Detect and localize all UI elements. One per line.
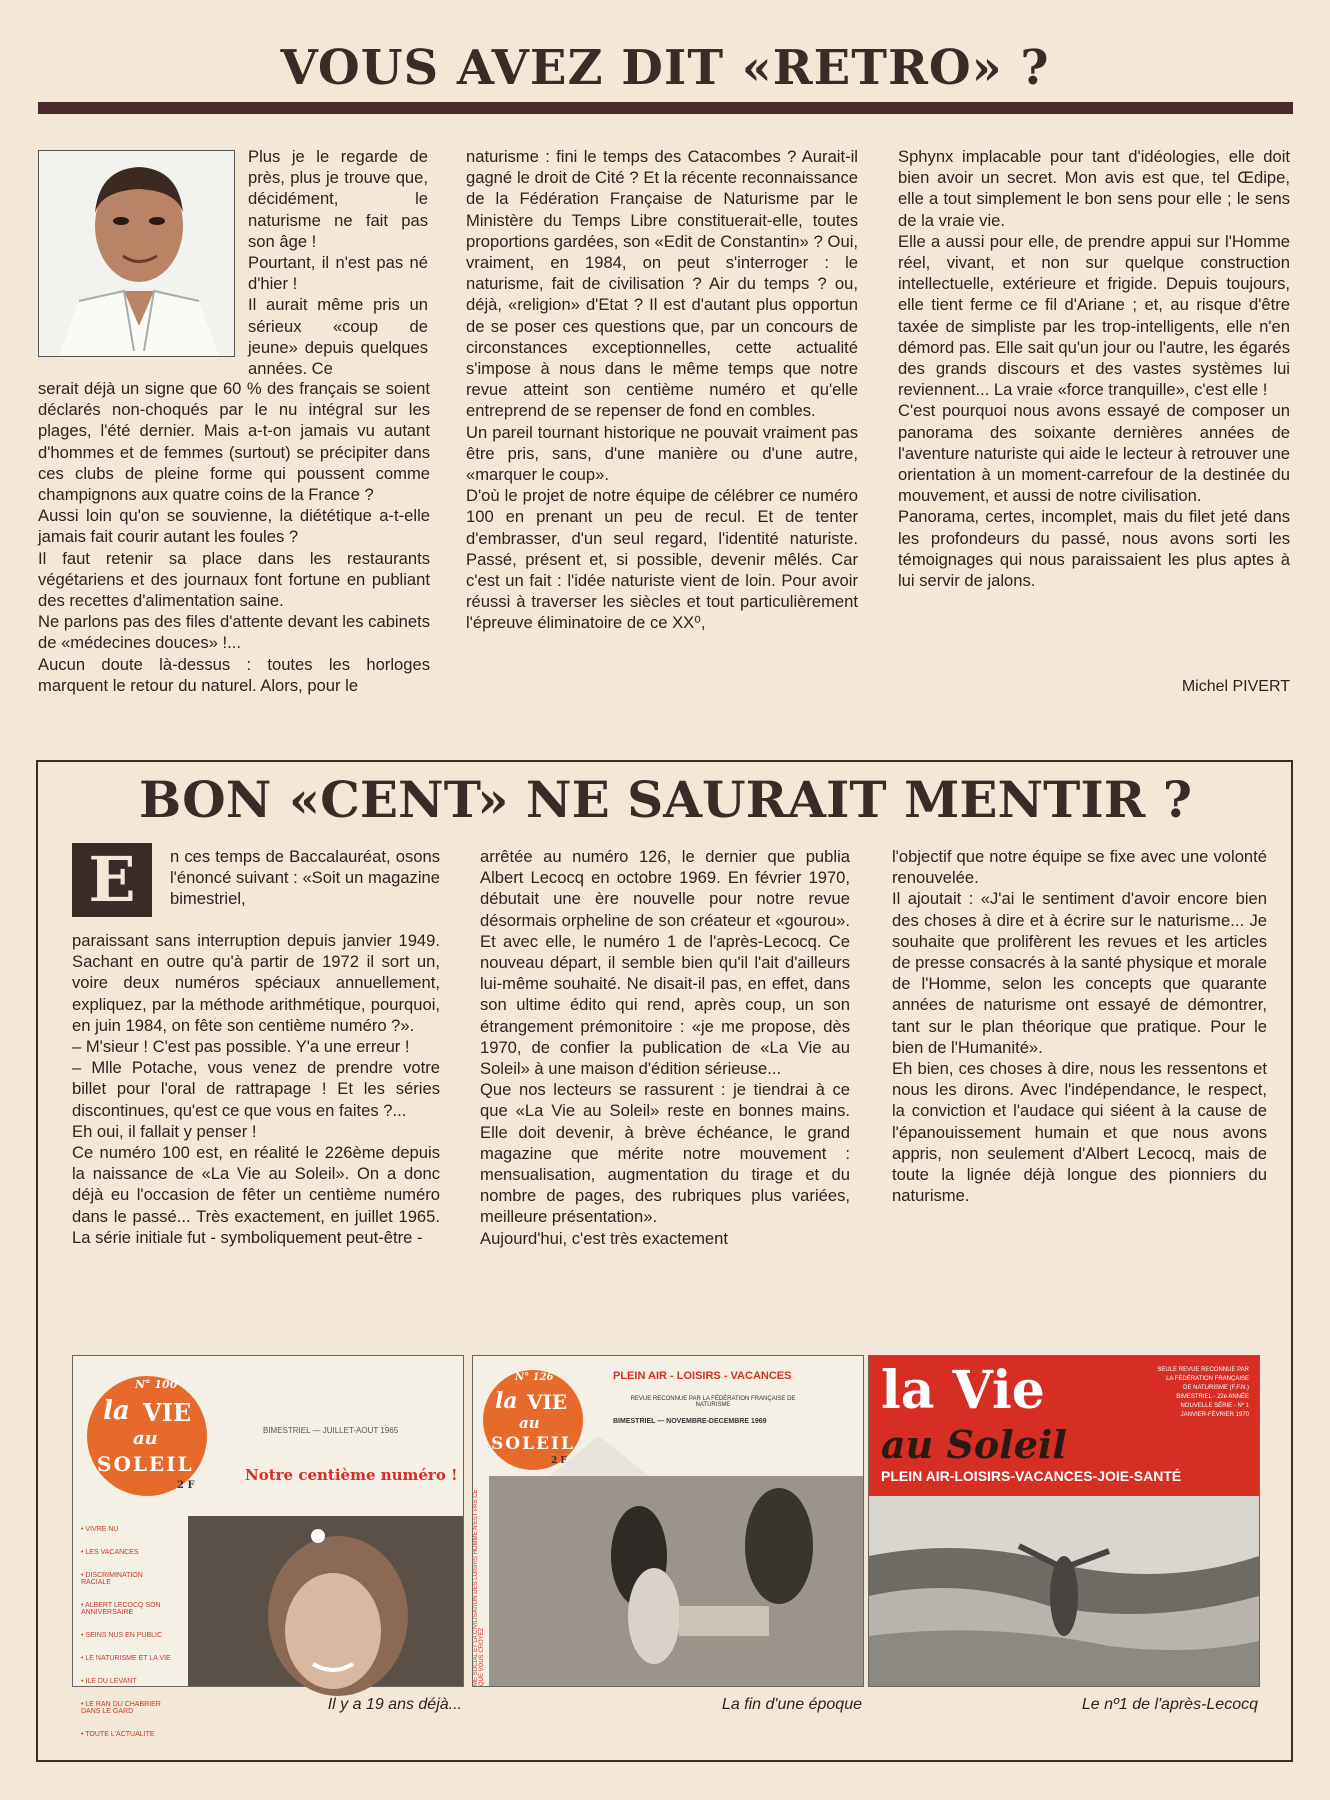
author-photo	[38, 150, 235, 357]
author-signature: Michel PIVERT	[1181, 678, 1290, 695]
logo-subtitle: au Soleil	[881, 1422, 1067, 1467]
menu-item: • ALBERT LECOCQ SON ANNIVERSAIRE	[81, 1602, 161, 1616]
info-line: BIMESTRIEL - 22e ANNÉE	[1176, 1394, 1249, 1400]
paragraph: Sphynx implacable pour tant d'idéologies, elle doit bien avoir un secret. Mon avis est que, tel Œdipe, elle a tout simplement le bon sens pour elle ; le sens de la vraie vie.	[898, 147, 1290, 230]
paragraph: Il faut retenir sa place dans les restaurants végétariens et des journaux font fortune en publiant des recettes d'alimentation saine.	[38, 548, 430, 611]
cover-price: 2 F	[177, 1480, 195, 1491]
paragraph: paraissant sans interruption depuis janvier 1949. Sachant en outre qu'à partir de 1972 il sort un, voire deux numéros spéciaux annuellement, expliquez, par la méthode arithmétique, pourquoi, en juin 1984, on fête son centième numéro ?».	[72, 931, 440, 1035]
cover-caption: La fin d'une époque	[721, 1696, 862, 1713]
paragraph: D'où le projet de notre équipe de célébrer ce numéro 100 en prenant un peu de recul. Et de tenter d'embrasser, d'un seul regard, l'identité naturiste. Passé, présent et, si possible, devenir mêlés. Car c'est un fait : l'idée naturiste vient de loin. Pour avoir réussi à traverser les siècles et tout particulièrement l'épreuve éliminatoire de ce XX⁰,	[466, 486, 858, 633]
info-line: LA FÉDÉRATION FRANÇAISE	[1166, 1376, 1249, 1382]
info-line: JANVIER-FÉVRIER 1970	[1180, 1412, 1249, 1418]
cover-caption: Il y a 19 ans déjà...	[327, 1696, 462, 1713]
magazine-cover-126	[472, 1355, 864, 1687]
cover-caption: Le nº1 de l'après-Lecocq	[1081, 1696, 1258, 1713]
logo-vie: VIE	[143, 1398, 192, 1427]
cover-period: BIMESTRIEL — JUILLET-AOUT 1965	[263, 1426, 399, 1435]
cover-photo	[489, 1436, 863, 1686]
menu-item: • LE NATURISME ET LA VIE	[81, 1655, 171, 1662]
paragraph: Que nos lecteurs se rassurent : je tiendrai à ce que «La Vie au Soleil» reste en bonnes mains. Elle doit devenir, à brève échéance, le grand magazine que mérite notre mouvement : mensualisation, augmentation du tirage et du nombre de pages, des rubriques plus variées, meilleure présentation».	[480, 1080, 850, 1227]
boxed-column-1-intro	[170, 846, 440, 910]
menu-item: • VIVRE NU	[81, 1526, 119, 1533]
cover-tagline: PLEIN AIR-LOISIRS-VACANCES-JOIE-SANTÉ	[881, 1468, 1182, 1484]
cover-headline: Notre centième numéro !	[245, 1466, 458, 1484]
logo-la: la	[103, 1396, 130, 1426]
paragraph: – M'sieur ! C'est pas possible. Y'a une erreur !	[72, 1037, 410, 1057]
cover-photo	[869, 1496, 1259, 1686]
column-2	[466, 146, 858, 634]
info-line: DE NATURISME (F.F.N.)	[1183, 1385, 1249, 1391]
logo-title: la Vie	[881, 1360, 1045, 1421]
logo-soleil: SOLEIL	[97, 1452, 194, 1476]
paragraph: Pourtant, il n'est pas né d'hier !	[248, 253, 428, 294]
paragraph: Aujourd'hui, c'est très exactement	[480, 1228, 728, 1248]
menu-item: • DISCRIMINATION RACIALE	[81, 1572, 143, 1586]
paragraph: Elle a aussi pour elle, de prendre appui sur l'Homme réel, vivant, et non sur quelque construction intellectuelle, extérieure et frigide. Depuis toujours, elle tient ferme ce fil d'Ariane ; et, au risque d'être taxée de simpliste par les trop-intelligents, elle n'en démord pas. Elle sait qu'un jour ou l'autre, les égarés des grands discours et des vastes systèmes lui reviennent... La vraie «force tranquille», c'est elle !	[898, 231, 1290, 400]
info-line: SEULE REVUE RECONNUE PAR	[1157, 1367, 1249, 1373]
menu-item: • ILE DU LEVANT	[81, 1678, 137, 1685]
logo-soleil: SOLEIL	[491, 1434, 575, 1454]
cover-photo	[188, 1516, 463, 1686]
paragraph: serait déjà un signe que 60 % des français se soient déclarés non-choqués par le nu intégral sur les plages, l'été dernier. Mais a-t-on jamais vu autant d'hommes et de femmes (surtout) se précipiter dans ces clubs de pleine forme qui poussent comme champignons aux quatre coins de la France ?	[38, 379, 430, 505]
boxed-column-1	[72, 930, 440, 1248]
paragraph: Il aurait même pris un sérieux «coup de jeune» depuis quelques années. Ce	[248, 295, 428, 379]
column-3	[898, 146, 1290, 591]
title-rule	[38, 102, 1293, 114]
boxed-column-2	[480, 846, 850, 1249]
info-line: NOUVELLE SÉRIE - Nº 1	[1180, 1403, 1249, 1409]
boxed-column-3	[892, 846, 1267, 1206]
menu-item: • LE RAN DU CHABRIER DANS LE GARD	[81, 1701, 161, 1715]
drop-cap: E	[72, 843, 152, 917]
paragraph: Aucun doute là-dessus : toutes les horloges marquent le retour du naturel. Alors, pour le	[38, 654, 430, 695]
paragraph: Aussi loin qu'on se souvienne, la diététique a-t-elle jamais fait courir autant les foules ?	[38, 506, 430, 547]
cover-period: BIMESTRIEL — NOVEMBRE-DECEMBRE 1969	[613, 1418, 767, 1425]
paragraph: l'objectif que notre équipe se fixe avec une volonté renouvelée.	[892, 847, 1267, 888]
logo-la: la	[495, 1388, 518, 1414]
cover-spine-text: ME SOCIAL ET LA CIVILISATION DES LOISIRS HOMME N'EST PAS CE QUE VOUS CROYEZ	[473, 1489, 485, 1686]
paragraph: Ce numéro 100 est, en réalité le 226ème depuis la naissance de «La Vie au Soleil». On a donc déjà eu l'occasion de fêter un centième numéro dans le passé... Très exactement, en juillet 1965. La série initiale fut - symboliquement peut-être -	[72, 1143, 440, 1247]
paragraph: Un pareil tournant historique ne pouvait vraiment pas être pris, sans, d'une manière ou d'une autre, «marquer le coup».	[466, 422, 858, 485]
cover-corner-info	[1121, 1366, 1249, 1420]
paragraph: – Mlle Potache, vous venez de prendre votre billet pour l'oral de rattrapage ! Et les séries discontinues, qu'est ce que vous en faites ?...	[72, 1058, 440, 1120]
paragraph: Eh bien, ces choses à dire, nous les ressentons et nous les dirons. Avec l'indépendance, le respect, la conviction et l'audace qui siéent à la cause de l'épanouissement humain et que nous avons appris, non seulement d'Albert Lecocq, mais de toute la lignée déjà longue des pionniers du naturisme.	[892, 1059, 1267, 1206]
paragraph: naturisme : fini le temps des Catacombes ? Aurait-il gagné le droit de Cité ? Et la récente reconnaissance de la Fédération Française de Naturisme par le Ministère du Temps Libre constituerait-elle, toutes proportions gardées, son «Edit de Constantin» ? Oui, vraiment, en 1984, on peut s'interroger : le naturisme, fait de civilisation ? Air du temps ? ou, déjà, «religion» d'Etat ? Il est d'autant plus opportun de se poser ces questions que, par un concours de circonstances exceptionnelles, cette actualité s'impose à nous dans le même temps que notre revue atteint son centième numéro et qu'elle entreprend de se repenser de fond en combles.	[466, 147, 858, 421]
cover-number: N° 100	[135, 1378, 178, 1391]
cover-number: N° 126	[515, 1372, 554, 1383]
cover-recognition: REVUE RECONNUE PAR LA FÉDÉRATION FRANÇAISE DE NATURISME	[630, 1396, 796, 1408]
boxed-article-title: BON «CENT» NE SAURAIT MENTIR ?	[138, 770, 1193, 829]
paragraph: Eh oui, il fallait y penser !	[72, 1121, 257, 1141]
column-1	[38, 378, 430, 696]
paragraph: C'est pourquoi nous avons essayé de composer un panorama des soixante dernières années de l'aventure naturiste qui aide le lecteur à retrouver une orientation à un moment-carrefour de la destinée du mouvement, et aussi de notre civilisation.	[898, 401, 1290, 506]
paragraph: Panorama, certes, incomplet, mais du filet jeté dans les profondeurs du passé, nous avons sorti les témoignages qui nous paraissaient les plus aptes à lui servir de jalons.	[898, 507, 1290, 591]
paragraph: Il ajoutait : «J'ai le sentiment d'avoir encore bien des choses à dire et à écrire sur le naturisme... Je souhaite que prolifèrent les revues et les articles de presse consacrés à la santé physique et morale de l'Homme, selon les concepts que quarante années de naturisme ont essayé de démontrer, tant sur le plan théorique que pratique. Pour le bien de l'Humanité».	[892, 889, 1267, 1057]
paragraph: Plus je le regarde de près, plus je trouve que, décidément, le naturisme ne fait pas son âge !	[248, 147, 428, 251]
paragraph: n ces temps de Baccalauréat, osons l'énoncé suivant : «Soit un magazine bimestriel,	[170, 847, 440, 909]
cover-price: 2 F	[551, 1456, 567, 1466]
paragraph: arrêtée au numéro 126, le dernier que publia Albert Lecocq en octobre 1969. En février 1970, débutait une ère nouvelle pour notre revue désormais orpheline de son créateur et «gourou». Et avec elle, le numéro 1 de l'après-Lecocq. Ce nouveau départ, il semble bien qu'il l'ait d'ailleurs lui-même souhaité. Ne disait-il pas, en effet, dans son ultime édito qui rend, après coup, un son étrangement prémonitoire : «je me propose, dès 1970, de confier la publication de «La Vie au Soleil» à une maison d'édition sérieuse...	[480, 847, 850, 1079]
cover-tagline: PLEIN AIR - LOISIRS - VACANCES	[613, 1370, 792, 1382]
paragraph: Ne parlons pas des files d'attente devant les cabinets de «médecines douces» !...	[38, 612, 430, 653]
menu-item: • LES VACANCES	[81, 1549, 139, 1556]
column-1-intro	[248, 146, 428, 379]
logo-au: au	[519, 1414, 540, 1432]
magazine-cover-new-series	[868, 1355, 1260, 1687]
logo-vie: VIE	[527, 1390, 568, 1414]
menu-item: • TOUTE L'ACTUALITE	[81, 1731, 155, 1738]
menu-item: • SEINS NUS EN PUBLIC	[81, 1632, 163, 1639]
logo-au: au	[133, 1428, 158, 1449]
article-title: VOUS AVEZ DIT «RETRO» ?	[280, 40, 1050, 96]
